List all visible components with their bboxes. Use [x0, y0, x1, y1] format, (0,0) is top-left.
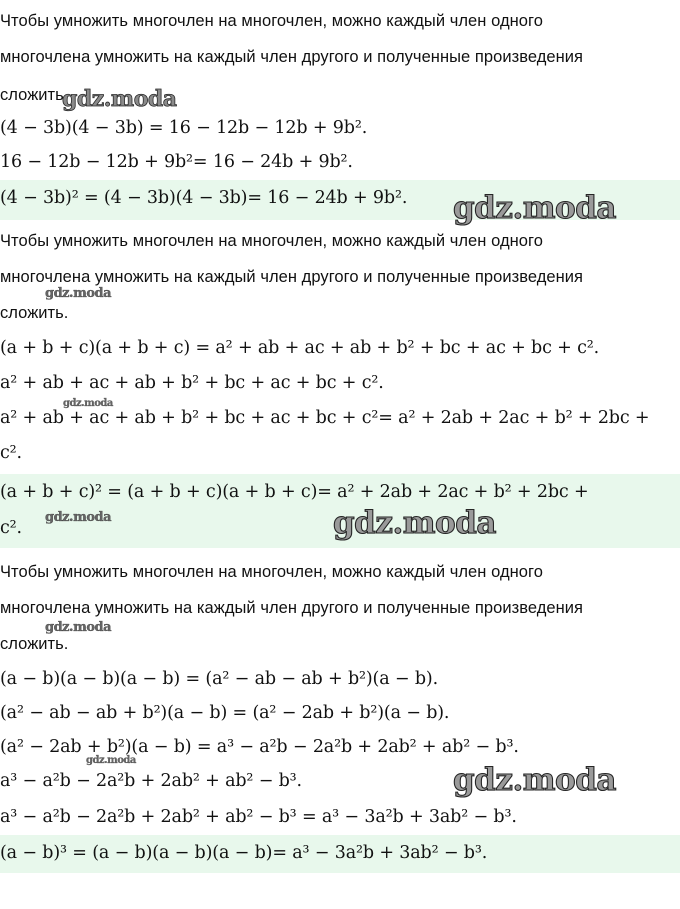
section-3-step-1: (a − b)(a − b)(a − b) = (a² − ab − ab + b²)(a − b). — [0, 669, 438, 689]
section-2-step-2: a² + ab + ac + ab + b² + bc + ac + bc + c². — [0, 373, 384, 393]
section-3-intro-line-3: сложить. — [0, 635, 69, 653]
watermark: gdz.moda — [45, 620, 112, 635]
watermark: gdz.moda — [453, 190, 616, 226]
section-3-intro-line-1: Чтобы умножить многочлен на многочлен, можно каждый член одного — [0, 563, 543, 581]
section-3-step-3: (a² − 2ab + b²)(a − b) = a³ − a²b − 2a²b + 2ab² + ab² − b³. — [0, 737, 519, 757]
section-3-step-4: a³ − a²b − 2a²b + 2ab² + ab² − b³. — [0, 771, 302, 791]
section-2-intro-line-2: многочлена умножить на каждый член другого и полученные произведения — [0, 268, 584, 286]
watermark: gdz.moda — [453, 762, 616, 798]
section-1-result: (4 − 3b)² = (4 − 3b)(4 − 3b)= 16 − 24b + 9b². — [0, 188, 408, 208]
section-2-result-line-2: c². — [0, 518, 22, 538]
section-3-step-2: (a² − ab − ab + b²)(a − b) = (a² − 2ab + b²)(a − b). — [0, 703, 450, 723]
section-2-step-1: (a + b + c)(a + b + c) = a² + ab + ac + ab + b² + bc + ac + bc + c². — [0, 338, 600, 358]
section-1-step-1: (4 − 3b)(4 − 3b) = 16 − 12b − 12b + 9b². — [0, 118, 368, 138]
section-2-result-line-1: (a + b + c)² = (a + b + c)(a + b + c)= a² + 2ab + 2ac + b² + 2bc + — [0, 482, 589, 502]
watermark: gdz.moda — [45, 286, 112, 301]
section-3-result: (a − b)³ = (a − b)(a − b)(a − b)= a³ − 3a²b + 3ab² − b³. — [0, 843, 488, 863]
section-2-step-3: a² + ab + ac + ab + b² + bc + ac + bc + c²= a² + 2ab + 2ac + b² + 2bc + — [0, 408, 650, 428]
section-2-intro-line-1: Чтобы умножить многочлен на многочлен, можно каждый член одного — [0, 232, 543, 250]
section-2-intro-line-3: сложить. — [0, 304, 69, 322]
watermark: gdz.moda — [333, 505, 496, 541]
section-1-intro-line-3: сложить. — [0, 86, 69, 104]
watermark: gdz.moda — [45, 510, 112, 525]
section-3-intro-line-2: многочлена умножить на каждый член другого и полученные произведения — [0, 599, 584, 617]
section-2-step-4: c². — [0, 443, 22, 463]
watermark: gdz.moda — [62, 86, 177, 112]
section-3-step-5: a³ − a²b − 2a²b + 2ab² + ab² − b³ = a³ − 3a²b + 3ab² − b³. — [0, 807, 517, 827]
section-1-step-2: 16 − 12b − 12b + 9b²= 16 − 24b + 9b². — [0, 152, 353, 172]
section-1-intro-line-1: Чтобы умножить многочлен на многочлен, можно каждый член одного — [0, 12, 543, 30]
watermark: gdz.moda — [86, 755, 136, 766]
section-1-intro-line-2: многочлена умножить на каждый член другого и полученные произведения — [0, 48, 584, 66]
watermark: gdz.moda — [63, 398, 113, 409]
